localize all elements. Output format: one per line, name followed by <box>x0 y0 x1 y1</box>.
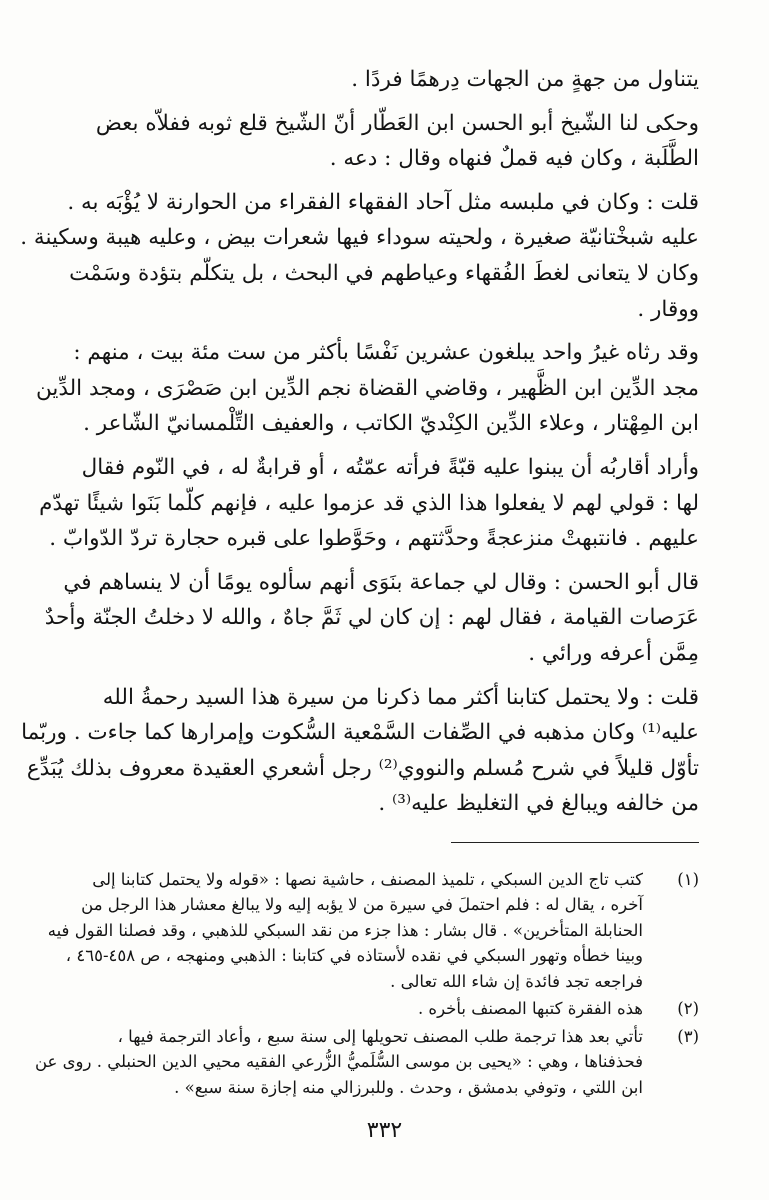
footnote-line: الحنابلة المتأخرين» . قال بشار : هذا جزء من نقد السبكي للذهبي ، وقد فصلنا القول فيه <box>47 920 643 940</box>
footnote-line: هذه الفقرة كتبها المصنف بأخره . <box>417 999 643 1019</box>
text-line: ابن المِهْتار ، وعلاء الدِّين الكِنْديّ الكاتب ، والعفيف التِّلْمسانيّ الشّاعر . <box>83 411 699 437</box>
text-line: عليهم . فانتبهتْ منزعجةً وحدَّثتهم ، وحَوَّطوا على قبره حجارة تردّ الدّوابّ . <box>49 526 699 552</box>
text-line: يتناول من جهةٍ من الجهات دِرهمًا فردًا . <box>351 67 699 92</box>
footnote <box>47 867 699 995</box>
text-line: عليه⁽¹⁾ وكان مذهبه في الصِّفات السَّمْعية السُّكوت وإمرارها كما جاءت . وربّما <box>21 720 699 746</box>
footnotes <box>34 867 699 1101</box>
footnote-number: (١) <box>677 869 699 889</box>
footnote-line: كتب تاج الدين السبكي ، تلميذ المصنف ، حاشية نصها : «قوله ولا يحتمل كتابنا إلى <box>92 869 643 889</box>
text-line: مجد الدِّين ابن الظَّهير ، وقاضي القضاة نجم الدِّين ابن صَصْرَى ، ومجد الدِّين <box>35 375 699 401</box>
footnote-line: فراجعه تجد فائدة إن شاء الله تعالى . <box>390 971 643 991</box>
text-line: قلت : ولا يحتمل كتابنا أكثر مما ذكرنا من سيرة هذا السيد رحمةُ الله <box>102 684 699 710</box>
text-line: وأراد أقاربُه أن يبنوا عليه قبّةً فرأته عمّتُه ، أو قرابةٌ له ، في النّوم فقال <box>81 454 699 480</box>
main-text <box>20 62 699 822</box>
footnote-separator <box>451 842 699 843</box>
text-line: عليه شبخْتانيّة صغيرة ، ولحيته سوداء فيها شعرات بيض ، وعليه هيبة وسكينة . <box>20 225 699 251</box>
text-line: ووقار . <box>637 296 699 322</box>
page-number: ٣٣٢ <box>366 1118 403 1143</box>
text-line: قلت : وكان في ملبسه مثل آحاد الفقهاء الفقراء من الحوارنة لا يُؤْبَه به . <box>67 189 699 215</box>
footnote <box>66 996 699 1022</box>
text-line: من خالفه ويبالغ في التغليظ عليه⁽³⁾ . <box>378 791 699 817</box>
footnote <box>34 1024 699 1101</box>
footnote-number: (٢) <box>677 999 699 1019</box>
footnote-line: ابن اللتي ، وتوفي بدمشق ، وحدث . وللبرزالي منه إجازة سنة سبع» . <box>174 1077 643 1097</box>
footnote-line: وبينا خطأه وتهور السبكي في نقده لأستاذه في كتابنا : الذهبي ومنهجه ، ص ٤٥٨-٤٦٥ ، <box>65 946 643 966</box>
text-line: عَرَصات القيامة ، فقال لهم : إن كان لي ثَمَّ جاهٌ ، والله لا دخلتُ الجنّة وأحدٌ <box>44 605 699 631</box>
footnote-number: (٣) <box>677 1026 699 1046</box>
text-line: لها : قولي لهم لا يفعلوا هذا الذي قد عزموا عليه ، فإنهم كلّما بَنَوا شيئًا تهدّم <box>39 490 699 516</box>
text-line: تأوّل قليلاً في شرح مُسلم والنووي⁽²⁾ رجل أشعري العقيدة معروف بذلك يُبَدِّع <box>26 755 699 781</box>
footnote-line: تأتي بعد هذا ترجمة طلب المصنف تحويلها إلى سنة سبع ، وأعاد الترجمة فيها ، <box>117 1026 643 1046</box>
footnote-line: آخره ، يقال له : فلم احتملَ في سيرة من لا يؤبه إليه ولا يبالغ معشار هذا الرجل من <box>81 895 643 915</box>
text-line: الطَّلَبة ، وكان فيه قملٌ فنهاه وقال : دعه . <box>329 146 699 172</box>
text-line: وكان لا يتعانى لغطَ الفُقهاء وعياطهم في البحث ، بل يتكلّم بتؤدة وسَمْت <box>69 260 699 286</box>
text-line: قال أبو الحسن : وقال لي جماعة بنَوَى أنهم سألوه يومًا أن لا ينساهم في <box>63 569 699 595</box>
text-line: وقد رثاه غيرُ واحد يبلغون عشرين نَفْسًا بأكثر من ست مئة بيت ، منهم : <box>73 340 699 366</box>
text-line: وحكى لنا الشّيخ أبو الحسن ابن العَطّار أنّ الشّيخ قلع ثوبه ففلاّه بعض <box>95 110 699 136</box>
text-line: مِمَّن أعرفه ورائي . <box>528 640 699 666</box>
footnote-line: فحذفناها ، وهي : «يحيى بن موسى السُّلَميُّ الزُّرعي الفقيه محيي الدين الحنبلي . روى عن <box>34 1052 643 1072</box>
